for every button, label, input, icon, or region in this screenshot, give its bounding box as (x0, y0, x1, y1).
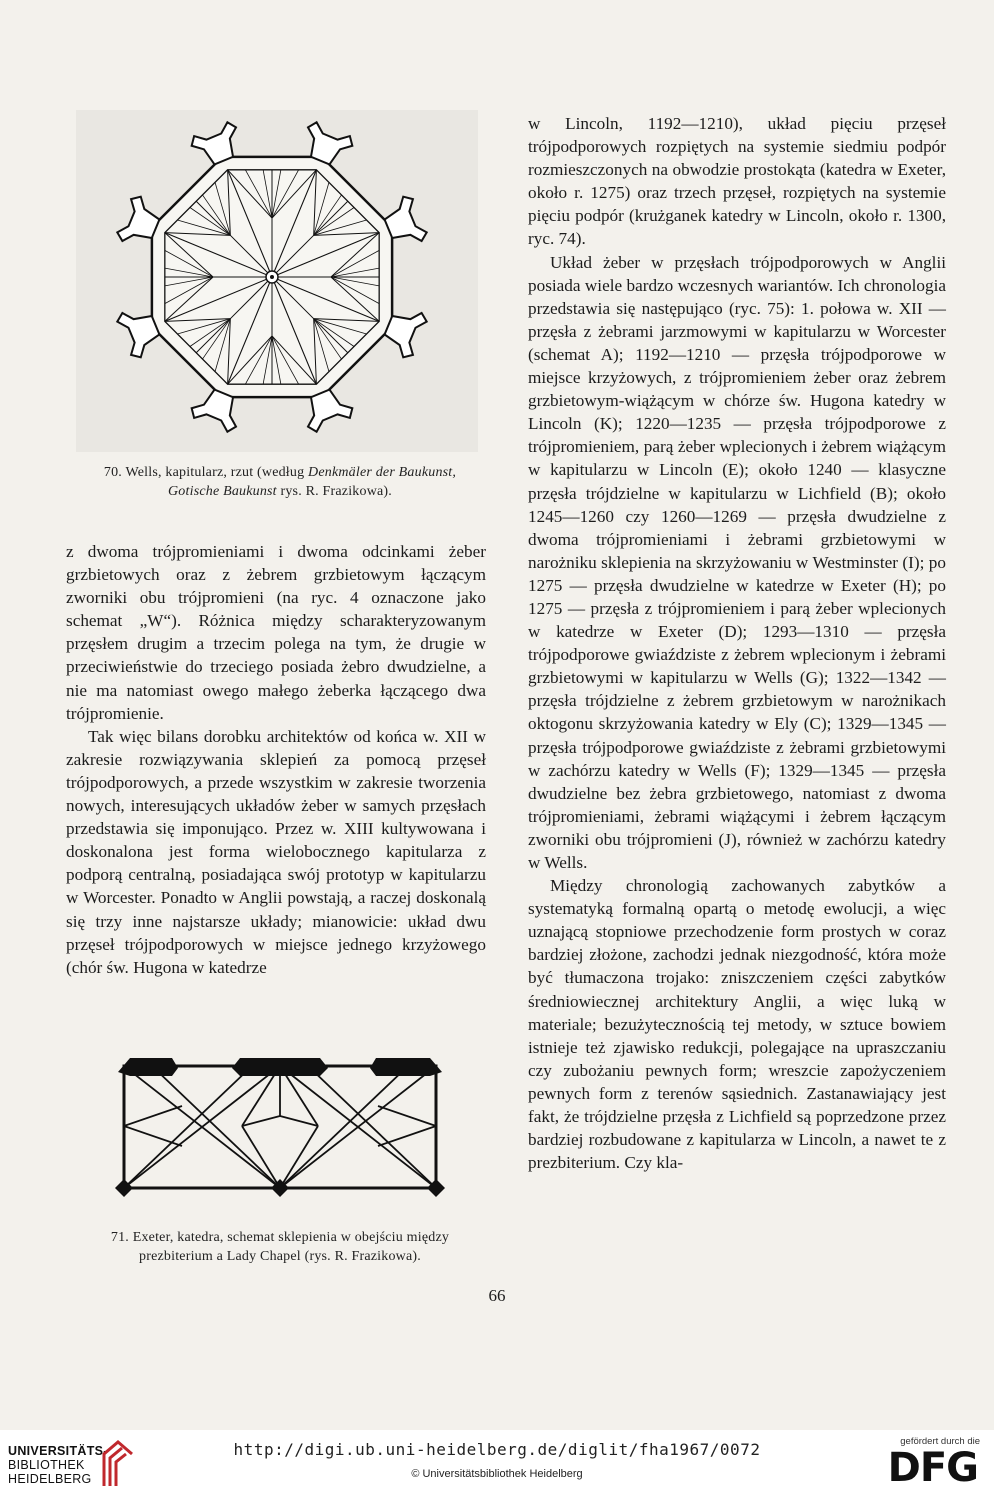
library-name-line: BIBLIOTHEK (8, 1458, 85, 1472)
left-text-column (66, 540, 486, 979)
caption-italic: Gotische Baukunst (168, 484, 277, 499)
caption-text: 70. Wells, kapitularz, rzut (według (103, 465, 309, 480)
figure-70-caption (70, 463, 490, 501)
copyright-notice: © Universitätsbibliothek Heidelberg (411, 1468, 583, 1480)
figure-71-vault-scheme (112, 1046, 448, 1206)
dfg-logo[interactable]: DFG (887, 1445, 978, 1491)
permalink-url[interactable]: http://digi.ub.uni-heidelberg.de/diglit/fha1967/0072 (233, 1440, 761, 1459)
funding-label: gefördert durch die (900, 1436, 980, 1447)
paragraph: z dwoma trójpromieniami i dwoma odcinkami żeber grzbietowych oraz z żebrem grzbietowym łączącym zworniki obu trójpromieni (na ryc. 4 oznaczone jako schemat „W“). Różnica między scharakteryzowanym przęsłem drugim a trzecim polega na tym, że drugie w przeciwieństwie do trzeciego posiada żebro dwudzielne, a nie ma natomiast owego małego żeberka łączącego dwa trójpromienie. (66, 542, 486, 723)
paragraph: Układ żeber w przęsłach trójpodporowych w Anglii posiada wiele bardzo wczesnych wariantów. Ich chronologia przedstawia się następująco (ryc. 75): 1. połowa w. XII — przęsła z żebrami jarzmowymi w kapitularzu w Worcester (schemat A); 1192—1210 — przęsła trójpodporowe w miejsce krzyżowych, z trójpromieniem żeber oraz żebrem grzbietowym-wiążącym w chórze św. Hugona katedry w Lincoln (K); 1220—1235 — przęsła trójpodporowe z trójpromieniem, parą żeber wplecionych i żebrem wiążącym w kapitularzu w Lincoln (E); około 1240 — klasyczne przęsła trójdzielne w kapitularzu w Lichfield (B); około 1245—1260 czy 1260—1269 — przęsła dwudzielne z dwoma trójpromieniami i żebrami grzbietowymi w narożniku sklepienia na skrzyżowaniu w Westminster (I); po 1275 — przęsła dwudzielne w katedrze w Exeter (H); po 1275 — przęsła z trójpromieniem i parą żeber wplecionych w katedrze w Exeter (D); 1293—1310 — przęsła trójpodporowe gwiaździste z żebrem wplecionym i żebrami grzbietowymi w kapitularzu w Wells (G); 1322—1342 — przęsła trójdzielne z żebrem grzbietowym w narożnikach oktogonu skrzyżowania katedry w Ely (C); 1329—1345 — przęsła trójpodporowe gwiaździste z żebrami grzbietowymi w zachórzu katedry w Wells (F); 1329—1345 — przęsła dwudzielne bez żebra grzbietowego, natomiast z dwoma trójpromieniami, żebrami wiążącymi i żebrem łączącym zworniki obu trójpromieni (J), również w zachórzu katedry w Wells. (528, 252, 946, 872)
library-name-line: UNIVERSITÄTS- (8, 1444, 108, 1458)
caption-text: 71. Exeter, katedra, schemat sklepienia w obejściu między (110, 1230, 450, 1245)
right-text-column (528, 112, 946, 1174)
library-name-line: HEIDELBERG (8, 1472, 92, 1486)
caption-italic: Denkmäler der Baukunst, (308, 465, 457, 480)
paragraph: w Lincoln, 1192—1210), układ pięciu przęseł trójpodporowych rozpiętych na systemie siedmiu podpór rozmieszczonych na obwodzie prostokąta (katedra w Exeter, około r. 1275) oraz trzech przęseł, rozpiętych na systemie pięciu podpór (krużganek katedry w Lincoln, około r. 1300, ryc. 74). (528, 114, 946, 249)
footer-bar (0, 1430, 994, 1495)
caption-text: rys. R. Frazikowa). (276, 484, 392, 499)
page-number: 66 (488, 1286, 506, 1305)
figure-71-caption (70, 1228, 490, 1266)
figure-70-chapter-house-plan (105, 112, 440, 442)
paragraph: Tak więc bilans dorobku architektów od końca w. XII w zakresie rozwiązywania sklepień za pomocą przęseł trójpodporowych, a przede wszystkim w zakresie tworzenia nowych, interesujących układów żeber w samych przęsłach przedstawia się imponująco. Przez w. XIII kultywowana i doskonalona jest forma wielobocznego kapitularza z podporą centralną, posiadająca swój prototyp w kapitularzu w Worcester. Ponadto w Anglii powstają, a raczej doskonalą się trzy inne najstarsze układy; mianowicie: układ dwu przęseł trójpodporowych w miejsce jednego krzyżowego (chór św. Hugona w katedrze (66, 726, 486, 977)
caption-text: prezbiterium a Lady Chapel (rys. R. Frazikowa). (139, 1249, 421, 1264)
paragraph: Między chronologią zachowanych zabytków a systematyką formalną opartą o metodę ewolucji, a więc uznającą stopniowe przechodzenie form prostych w coraz bardziej złożone, zachodzi jednak niezgodność, która może być tłumaczona trojako: zniszczeniem części zabytków średniowiecznej architektury Anglii, a więc luką w materiale; bezużytecznością tej metody, w sztuce bowiem istnieje też zjawisko redukcji, polegające na upraszczaniu czy zubożaniu pewnych form; wreszcie zapożyczeniem pewnych form z terenów sąsiednich. Zastanawiający jest fakt, że trójdzielne przęsła z Lichfield są poprzedzone przez bardziej rozbudowane z kapitularza w Lincoln, a nawet te z prezbiterium. Czy kla- (528, 876, 946, 1173)
